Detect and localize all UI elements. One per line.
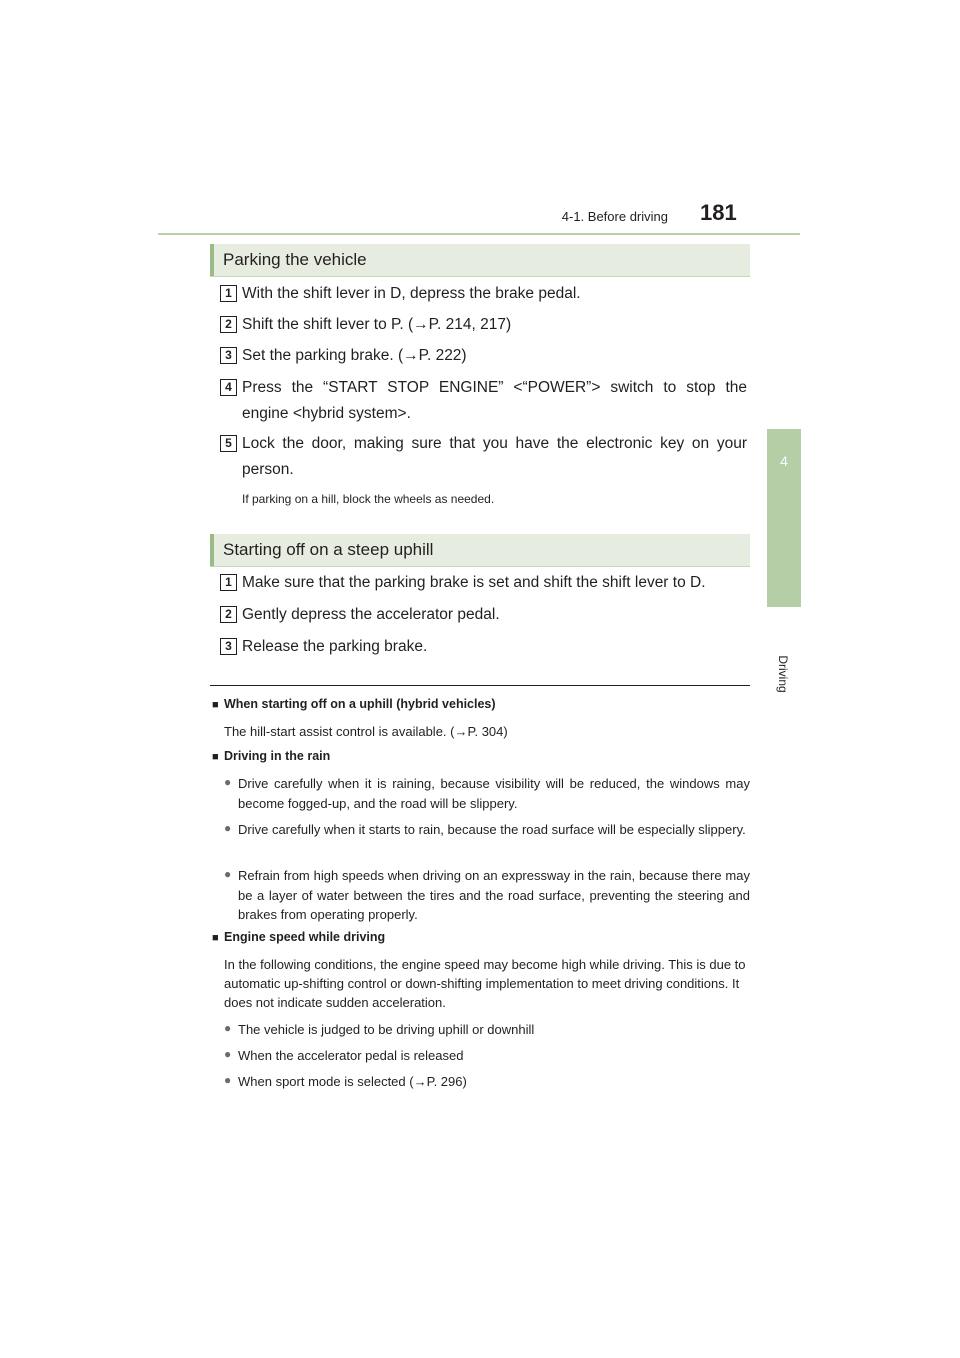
step-text: Gently depress the accelerator pedal. — [242, 606, 500, 623]
note-heading-rain: Driving in the rain — [224, 749, 331, 763]
step-number-box: 2 — [220, 316, 237, 333]
section-header-uphill — [210, 534, 750, 567]
bullet-icon: ● — [224, 1073, 232, 1087]
step-number-box: 1 — [220, 574, 237, 591]
chapter-label — [773, 644, 793, 704]
step-number-box: 5 — [220, 435, 237, 452]
note-text-engine-speed: In the following conditions, the engine speed may become high while driving. This is due to automatic up-shifting control or down-shifting implementation to meet driving conditions. It does not indicate sudden acceleration. — [224, 957, 746, 1010]
step-text: Release the parking brake. — [242, 638, 428, 655]
square-marker: ■ — [212, 932, 219, 944]
bullet-icon: ● — [224, 867, 232, 881]
bullet-icon: ● — [224, 1047, 232, 1061]
chapter-tab — [767, 429, 801, 607]
header-rule — [158, 233, 800, 235]
chapter-tab-number: 4 — [780, 453, 788, 469]
step-number-box: 4 — [220, 379, 237, 396]
bullet-text: Refrain from high speeds when driving on an expressway in the rain, because there may be a layer of water between the tires and the road surface, preventing the steering and brakes from operating properly. — [238, 868, 750, 922]
section-title-uphill: Starting off on a steep uphill — [223, 540, 434, 559]
step-text: With the shift lever in D, depress the brake pedal. — [242, 285, 581, 302]
header-section-title: 4-1. Before driving — [561, 209, 668, 224]
page-number: 181 — [700, 200, 737, 225]
notes-divider — [210, 685, 750, 686]
bullet-text: When the accelerator pedal is released — [238, 1048, 464, 1063]
step-text: Press the “START STOP ENGINE” <“POWER”> switch to stop the engine <hybrid system>. — [242, 379, 747, 422]
step-number-box: 3 — [220, 638, 237, 655]
step-text: Shift the shift lever to P. (→P. 214, 217) — [242, 316, 512, 333]
step-number-box: 2 — [220, 606, 237, 623]
bullet-icon: ● — [224, 775, 232, 789]
note-text-hill-start: The hill-start assist control is available. (→P. 304) — [224, 724, 508, 739]
bullet-icon: ● — [224, 821, 232, 835]
chapter-label-text: Driving — [776, 655, 790, 693]
square-marker: ■ — [212, 699, 219, 711]
note-heading-hill-start: When starting off on a uphill (hybrid vehicles) — [224, 697, 496, 711]
bullet-text: Drive carefully when it is raining, because visibility will be reduced, the windows may become fogged-up, and the road will be slippery. — [238, 776, 750, 811]
bullet-text: When sport mode is selected (→P. 296) — [238, 1074, 467, 1089]
bullet-text: Drive carefully when it starts to rain, because the road surface will be especially slippery. — [238, 822, 746, 837]
note-heading-engine-speed: Engine speed while driving — [224, 930, 386, 944]
parking-note: If parking on a hill, block the wheels as needed. — [242, 492, 495, 506]
step-text: Make sure that the parking brake is set and shift the shift lever to D. — [242, 574, 706, 591]
step-number-box: 3 — [220, 347, 237, 364]
section-header-parking — [210, 244, 750, 277]
step-number-box: 1 — [220, 285, 237, 302]
square-marker: ■ — [212, 751, 219, 763]
bullet-text: The vehicle is judged to be driving uphill or downhill — [238, 1022, 535, 1037]
section-title-parking: Parking the vehicle — [223, 250, 367, 269]
step-text: Lock the door, making sure that you have the electronic key on your person. — [242, 435, 747, 478]
bullet-icon: ● — [224, 1021, 232, 1035]
step-text: Set the parking brake. (→P. 222) — [242, 347, 467, 364]
